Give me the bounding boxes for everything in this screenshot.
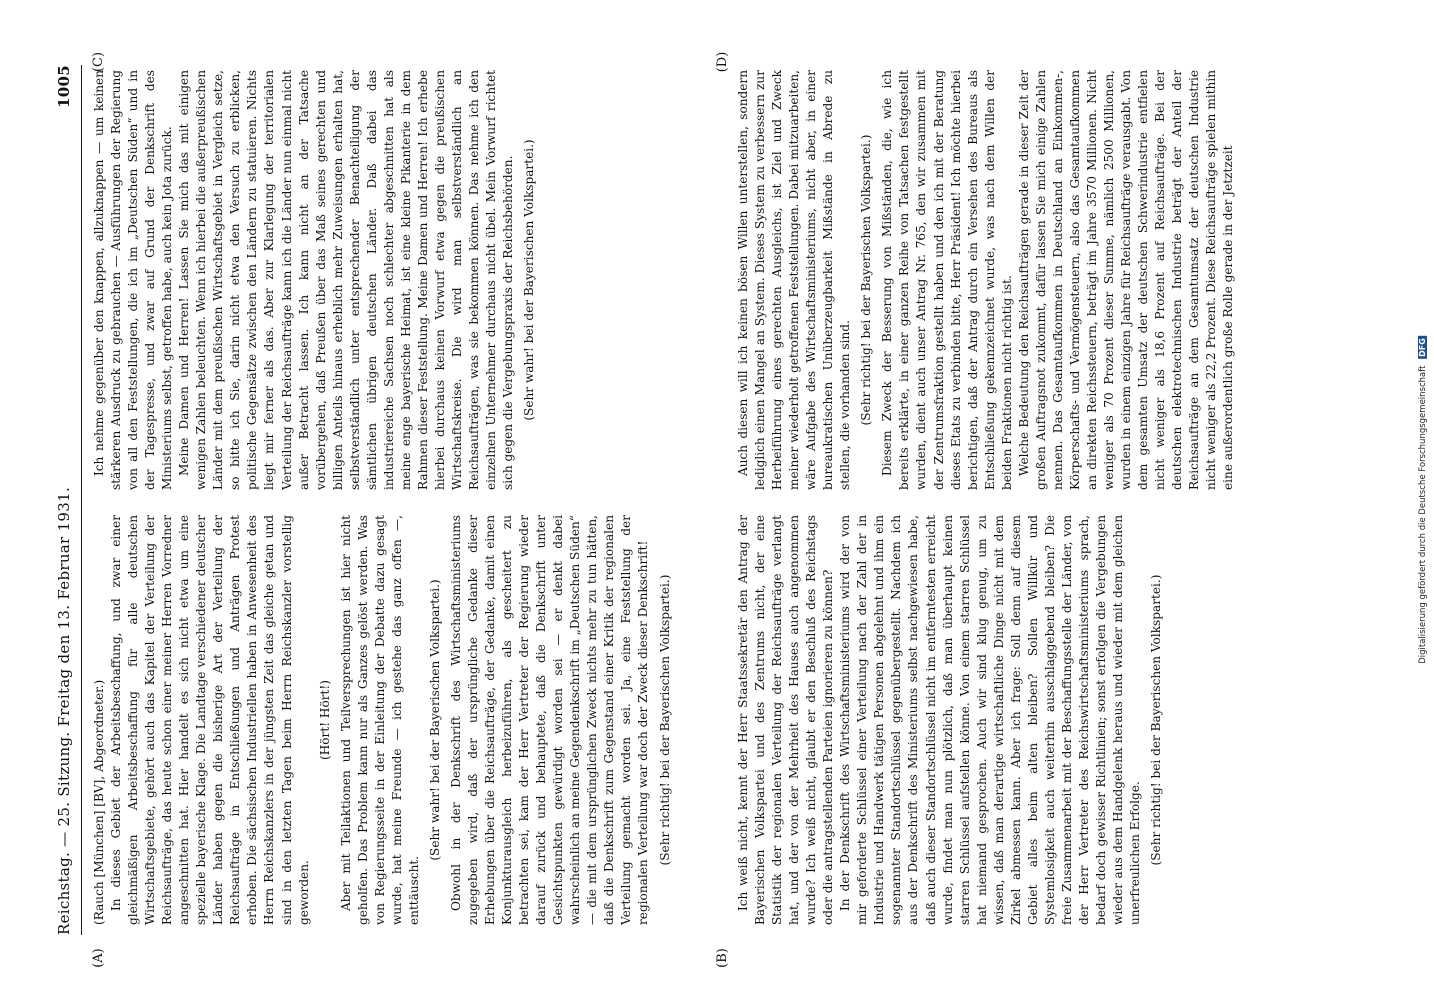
header-title: Reichstag. — 25. Sitzung. Freitag den 13. Februar 1931. xyxy=(55,486,73,935)
margin-marker-c: (C) xyxy=(91,51,106,73)
paragraph: In der Denkschrift des Wirtschaftsministeriums wird der von mir geforderte Schlüssel einer Verteilung nach der Zahl der in Industrie und Handwerk tätigen Personen abgelehnt und ihm ein sogenannter Standortschlüssel gegenübergestellt. Nachdem ich aus der Denkschrift des Ministeriums selbst nachgewiesen habe, daß auch dieser Standortschlüssel nicht im entferntesten erreicht wurde, findet man nun plötzlich, daß man überhaupt keinen starren Schlüssel aufstellen könne. Von einem starren Schlüssel hat niemand gesprochen. Auch wir sind klug genug, um zu wissen, daß man derartige wirtschaftliche Dinge nicht mit dem Zirkel abmessen kann. Aber ich frage: Soll denn auf diesem Gebiet alles beim alten bleiben? Sollen Willkür und Systemlosigkeit auch weiterhin ausschlaggebend bleiben? Die freie Zusammenarbeit mit der Beschaffungsstelle der Länder, von der Herr Vertreter des Reichswirtschaftsministeriums sprach, bedarf doch gewisser Richtlinien; sonst erfolgen die Vergebungen wieder aus dem Handgelenk heraus und wieder mit dem gleichen unerfreulichen Erfolge. xyxy=(838,515,1143,925)
paragraph: Diesem Zweck der Besserung von Mißständen, die, wie ich bereits erklärte, in einer ganzen Reihe von Tatsachen festgestellt wurden, dient auch unser Antrag Nr. 765, den wir zusammen mit der Zentrumsfraktion gestellt haben und den ich mit der Beratung dieses Etats zu verbinden bitte, Herr Präsident! Ich möchte hierbei berichtigen, daß der Antrag durch ein Versehen des Bureaus als Entschließung gekennzeichnet wurde, was nach dem Willen der beiden Fraktionen nicht richtig ist. xyxy=(880,70,1014,490)
margin-marker-a: (A) xyxy=(91,948,106,968)
page-number: 1005 xyxy=(55,65,73,108)
paragraph: Ich weiß nicht, kennt der Herr Staatssekretär den Antrag der Bayerischen Volkspartei und des Zentrums nicht, der eine Statistik der regionalen Verteilung der Reichsaufträge verlangt hat, und der von der Mehrheit des Hauses auch angenommen wurde? Ich weiß nicht, glaubt er den Beschluß des Reichstags oder die antragstellenden Parteien ignorieren zu können? xyxy=(736,515,836,925)
interjection: (Sehr wahr! bei der Bayerischen Volkspartei.) xyxy=(522,139,537,421)
interjection: (Sehr richtig! bei der Bayerischen Volkspartei.) xyxy=(657,574,672,866)
paragraph: Obwohl in der Denkschrift des Wirtschaftsministeriums zugegeben wird, daß der ursprüngliche Gedanke dieser Erhebungen über die Reichsaufträge, der Gedanke, damit einen Konjunkturausgleich herbeizuführen, als gescheitert zu betrachten sei, kam der Herr Vertreter der Regierung wieder darauf zurück und behauptete, daß die Denkschrift unter Gesichtspunkten gewürdigt worden sei — er denkt dabei wahrscheinlich an meine Gegendenkschrift im „Deutschen Süden“ — die mit dem ursprünglichen Zweck nichts mehr zu tun hätten, daß die Denkschrift zum Gegenstand einer Kritik der regionalen Verteilung gemacht worden sei. Ja, eine Feststellung der regionalen Verteilung war doch der Zweck dieser Denkschrift! xyxy=(448,515,651,925)
paragraph: Welche Bedeutung den Reichsaufträgen gerade in dieser Zeit der großen Auftragsnot zukommt, dafür lassen Sie mich einige Zahlen nennen. Das Gesamtaufkommen in Deutschland an Einkommen-, Körperschafts- und Vermögensteuern, also das Gesamtaufkommen an direkten Reichssteuern, beträgt im Jahre 3570 Millionen. Nicht weniger als 70 Prozent dieser Summe, nämlich 2500 Millionen, wurden in einem einzigen Jahre für Reichsaufträge verausgabt. Von dem gesamten Umsatz der deutschen Schwerindustrie entfielen nicht weniger als 18,6 Prozent auf Reichsaufträge. Bei der deutschen elektrotechnischen Industrie beträgt der Anteil der Reichsaufträge an dem Gesamtumsatz der deutschen Industrie nicht weniger als 22,2 Prozent. Diese Reichsaufträge spielen mithin eine außerordentlich große Rolle gerade in der Jetztzeit xyxy=(1016,70,1236,490)
column-right-bottom xyxy=(735,70,1335,490)
paragraph: Auch diesen will ich keinen bösen Willen unterstellen, sondern lediglich einen Mangel an System. Dieses System zu verbessern zur Herbeiführung eines gerechten Ausgleichs, ist Ziel und Zweck meiner wiederholt getroffenen Feststellungen. Dabei mitzuarbeiten, wäre Aufgabe des Wirtschaftsministeriums, nicht aber, in einer bureaukratischen Unüberzeugbarkeit Mißstände in Abrede zu stellen, die vorhanden sind. xyxy=(736,70,853,490)
interjection: (Hört! Hört!) xyxy=(317,680,332,760)
column-left-bottom xyxy=(735,515,1335,925)
speaker-line: (Rauch [München] [BV], Abgeordneter.) xyxy=(92,679,106,925)
interjection: (Sehr wahr! bei der Bayerischen Volkspartei.) xyxy=(427,579,442,861)
interjection: (Sehr richtig! bei der Bayerischen Volkspartei.) xyxy=(1149,574,1164,866)
margin-marker-b: (B) xyxy=(715,948,730,968)
paragraph: Meine Damen und Herren! Lassen Sie mich das mit einigen wenigen Zahlen beleuchten. Wenn ich hierbei die außerpreußischen Länder mit dem preußischen Wirtschaftsgebiet in Vergleich setze, so bitte ich Sie, darin nicht etwa den Versuch zu erblicken, politische Gegensätze zwischen den Ländern zu statuieren. Nichts liegt mir ferner als das. Aber zur Klarlegung der territorialen Verteilung der Reichsaufträge kann ich die Länder nun einmal nicht außer Betracht lassen. Ich kann nicht an der Tatsache vorübergehen, daß Preußen über das Maß seines gerechten und billigen Anteils hinaus erheblich mehr Zuweisungen erhalten hat, selbstverständlich unter entsprechender Benachteiligung der sämtlichen übrigen deutschen Länder. Daß dabei das industriereiche Sachsen noch schlechter abgeschnitten hat als meine enge bayerische Heimat, ist eine kleine Pikanterie in dem Rahmen dieser Feststellung. Meine Damen und Herren! Ich erhebe hierbei durchaus keinen Vorwurf etwa gegen die preußischen Wirtschaftskreise. Die wird man selbstverständlich an Reichsaufträgen, was sie bekommen können. Das nehme ich den einzelnen Unternehmer durchaus nicht übel. Mein Vorwurf richtet sich gegen die Vergebungspraxis der Reichsbehörden. xyxy=(177,70,516,490)
column-left-top xyxy=(91,515,731,925)
column-right-top xyxy=(91,70,731,490)
dfg-logo: DFG xyxy=(1418,338,1427,357)
credit-text: Digitalisierung gefördert durch die Deutsche Forschungsgemeinschaft xyxy=(1418,365,1428,664)
digitization-credit xyxy=(1412,0,1434,1000)
rotated-page xyxy=(55,51,1355,968)
paragraph: Aber mit Teilaktionen und Teilversprechungen ist hier nicht geholfen. Das Problem kann nur als Ganzes gelöst werden. Was von Regierungsseite in der Einleitung der Debatte dazu gesagt wurde, hat meine Freunde — ich gestehe das ganz offen —, enttäuscht. xyxy=(338,515,421,925)
interjection: (Sehr richtig! bei der Bayerischen Volkspartei.) xyxy=(859,134,874,426)
paragraph: In dieses Gebiet der Arbeitsbeschaffung, und zwar einer gleichmäßigen Arbeitsbeschaffung für alle deutschen Wirtschaftsgebiete, gehört auch das Kapitel der Verteilung der Reichsaufträge, das heute schon einer meiner Herren Vorredner angeschnitten hat. Hier handelt es sich nicht etwa um eine spezielle bayerische Klage. Die Landtage verschiedener deutscher Länder haben gegen die bisherige Art der Verteilung der Reichsaufträge in Entschließungen und Anträgen Protest erhoben. Die sächsischen Industriellen haben in Anwesenheit des Herrn Reichskanzlers in der jüngsten Zeit das gleiche getan und sind in den letzten Tagen beim Herrn Reichskanzler vorstellig geworden. xyxy=(109,515,311,925)
paragraph: Ich nehme gegenüber den knappen, allzuknappen — um keinen stärkeren Ausdruck zu gebrauchen — Ausführungen der Regierung von all den Feststellungen, die ich im „Deutschen Süden“ und in der Tagespresse, und zwar auf Grund der Denkschrift des Ministeriums selbst, getroffen habe, auch kein Jota zurück. xyxy=(92,70,175,490)
margin-marker-d: (D) xyxy=(715,51,730,73)
text-columns xyxy=(55,51,1355,968)
